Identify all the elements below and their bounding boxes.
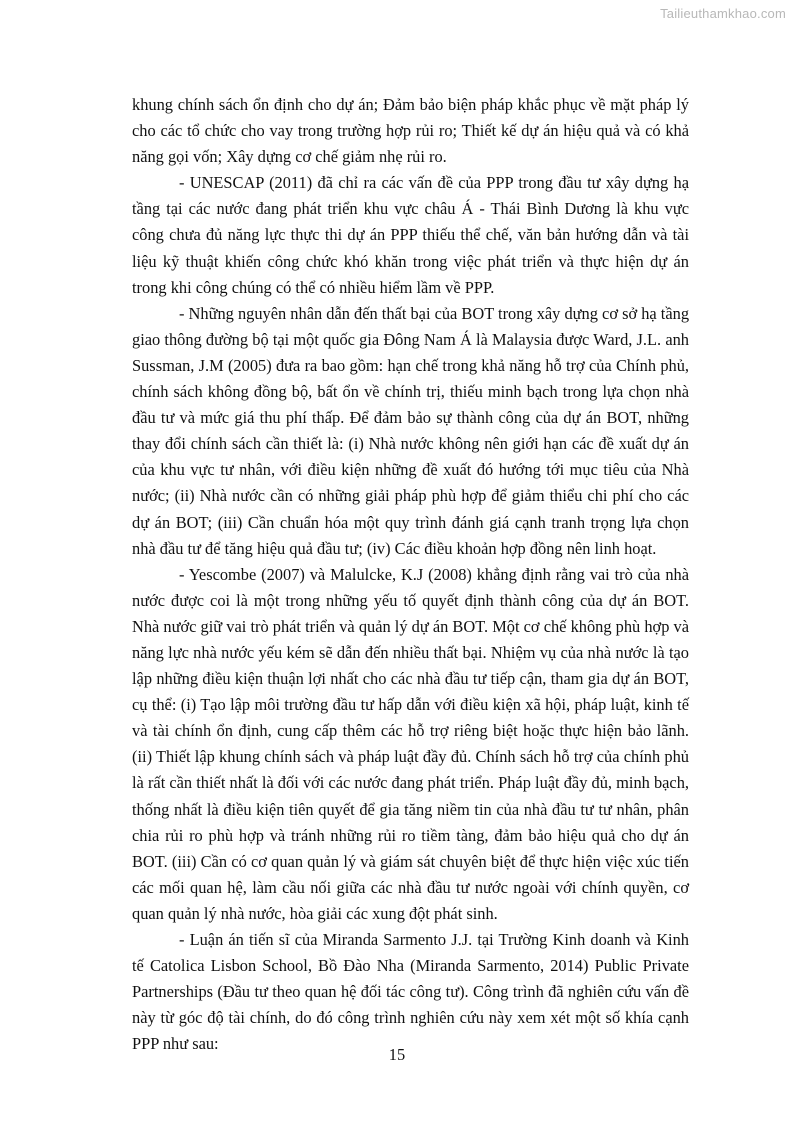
paragraph-miranda-sarmento: - Luận án tiến sĩ của Miranda Sarmento J.J. tại Trường Kinh doanh và Kinh tế Catolica Lisbon School, Bồ Đào Nha (Miranda Sarmento, 2014) Public Private Partnerships (Đầu tư theo quan hệ đối tác công tư). Công trình đã nghiên cứu vấn đề này từ góc độ tài chính, do đó công trình nghiên cứu này xem xét một số khía cạnh PPP như sau: xyxy=(132,930,689,1054)
paragraph-yescombe: - Yescombe (2007) và Malulcke, K.J (2008) khẳng định rằng vai trò của nhà nước được coi là một trong những yếu tố quyết định thành công của dự án BOT. Nhà nước giữ vai trò phát triển và quản lý dự án BOT. Một cơ chế không phù hợp và năng lực nhà nước yếu kém sẽ dẫn đến nhiều thất bại. Nhiệm vụ của nhà nước là tạo lập những điều kiện thuận lợi nhất cho các nhà đầu tư tiếp cận, tham gia dự án BOT, cụ thể: (i) Tạo lập môi trường đầu tư hấp dẫn với điều kiện xã hội, pháp luật, kinh tế và tài chính ổn định, cung cấp thêm các hỗ trợ riêng biệt hoặc thực hiện bảo lãnh. (ii) Thiết lập khung chính sách và pháp luật đầy đủ. Chính sách hỗ trợ của chính phủ là rất cần thiết nhất là đối với các nước đang phát triển. Pháp luật đầy đủ, minh bạch, thống nhất là điều kiện tiên quyết để gia tăng niềm tin của nhà đầu tư tư nhân, phân chia rủi ro phù hợp và tránh những rủi ro tiềm tàng, đảm bảo hiệu quả cho dự án BOT. (iii) Cần có cơ quan quản lý và giám sát chuyên biệt để thực hiện việc xúc tiến các mối quan hệ, làm cầu nối giữa các nhà đầu tư nước ngoài với chính quyền, cơ quan quản lý nhà nước, hòa giải các xung đột phát sinh. xyxy=(132,564,689,923)
watermark-text: Tailieuthamkhao.com xyxy=(660,6,786,21)
document-body xyxy=(132,92,689,1057)
paragraph-continuation: khung chính sách ổn định cho dự án; Đảm bảo biện pháp khắc phục về mặt pháp lý cho các tổ chức cho vay trong trường hợp rủi ro; Thiết kế dự án hiệu quả và có khả năng gọi vốn; Xây dựng cơ chế giảm nhẹ rủi ro. xyxy=(132,95,689,167)
paragraph-bot-malaysia: - Những nguyên nhân dẫn đến thất bại của BOT trong xây dựng cơ sở hạ tầng giao thông đường bộ tại một quốc gia Đông Nam Á là Malaysia được Ward, J.L. anh Sussman, J.M (2005) đưa ra bao gồm: hạn chế trong khả năng hỗ trợ của Chính phủ, chính sách không đồng bộ, bất ổn về chính trị, thiếu minh bạch trong lựa chọn nhà đầu tư và mức giá thu phí thấp. Để đảm bảo sự thành công của dự án BOT, những thay đổi chính sách cần thiết là: (i) Nhà nước không nên giới hạn các đề xuất dự án của khu vực tư nhân, với điều kiện những đề xuất đó hướng tới mục tiêu của Nhà nước; (ii) Nhà nước cần có những giải pháp phù hợp để giảm thiểu chi phí cho các dự án BOT; (iii) Cần chuẩn hóa một quy trình đánh giá cạnh tranh trọng lựa chọn nhà đầu tư để tăng hiệu quả đầu tư; (iv) Các điều khoản hợp đồng nên linh hoạt. xyxy=(132,303,690,558)
page-number: 15 xyxy=(388,1045,406,1064)
paragraph-unescap: - UNESCAP (2011) đã chỉ ra các vấn đề của PPP trong đầu tư xây dựng hạ tầng tại các nước đang phát triển khu vực châu Á - Thái Bình Dương là khu vực công chưa đủ năng lực thực thi dự án PPP thiếu thể chế, văn bản hướng dẫn và tài liệu kỹ thuật khiến công chức khó khăn trong việc phát triển và thực hiện dự án trong khi công chúng có thể có nhiều hiểm lầm về PPP. xyxy=(132,173,689,297)
